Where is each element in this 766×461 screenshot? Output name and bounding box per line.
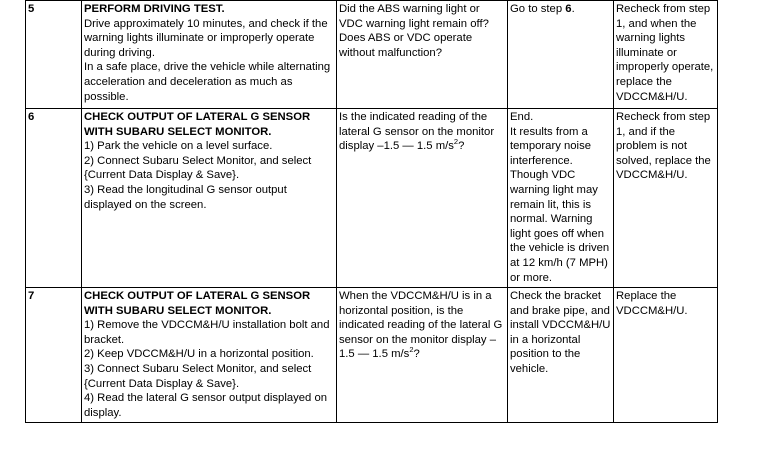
diagnostic-table bbox=[25, 0, 718, 423]
table-row bbox=[26, 109, 718, 288]
step-procedure-cell bbox=[82, 109, 337, 288]
check-cell bbox=[337, 288, 508, 423]
no-cell bbox=[614, 109, 718, 288]
check-text-end: ? bbox=[413, 348, 420, 361]
yes-text-end: . bbox=[571, 3, 575, 15]
check-text-end: ? bbox=[458, 140, 465, 153]
yes-note: It results from a temporary noise interference. Though VDC warning light may remain lit, this is normal. Warning light goes off when the vehicle is driven at 12 km/h (7 MPH) or more. bbox=[510, 125, 610, 284]
procedure-line: 1) Park the vehicle on a level surface. bbox=[84, 140, 273, 153]
check-cell bbox=[337, 109, 508, 288]
yes-text: End. bbox=[510, 111, 534, 123]
step-title: CHECK OUTPUT OF LATERAL G SENSOR WITH SUBARU SELECT MONITOR. bbox=[84, 111, 311, 138]
yes-cell bbox=[508, 109, 614, 288]
check-text: When the VDCCM&H/U is in a horizontal position, is the indicated reading of the lateral G sensor on the monitor display –1.5 — 1.5 m/s bbox=[339, 290, 503, 361]
procedure-line: 3) Read the longitudinal G sensor output displayed on the screen. bbox=[84, 183, 287, 211]
procedure-line: 2) Keep VDCCM&H/U in a horizontal position. bbox=[84, 348, 314, 361]
procedure-line: Drive approximately 10 minutes, and check if the warning lights illuminate or improperly operate during driving. bbox=[84, 17, 328, 59]
step-title: CHECK OUTPUT OF LATERAL G SENSOR WITH SUBARU SELECT MONITOR. bbox=[84, 290, 311, 317]
table-row bbox=[26, 1, 718, 109]
procedure-line: 2) Connect Subaru Select Monitor, and select {Current Data Display & Save}. bbox=[84, 154, 312, 182]
step-number: 6 bbox=[26, 109, 82, 288]
procedure-line: In a safe place, drive the vehicle while alternating acceleration and deceleration as much as possible. bbox=[84, 61, 331, 103]
procedure-line: 3) Connect Subaru Select Monitor, and select {Current Data Display & Save}. bbox=[84, 362, 312, 390]
yes-text: Go to step bbox=[510, 3, 566, 15]
step-number: 7 bbox=[26, 288, 82, 423]
no-text: Recheck from step 1, and if the problem is not solved, replace the VDCCM&H/U. bbox=[616, 111, 711, 182]
no-text: Replace the VDCCM&H/U. bbox=[616, 290, 688, 317]
step-procedure-cell bbox=[82, 288, 337, 423]
yes-text: Check the bracket and brake pipe, and install VDCCM&H/U in a horizontal position to the vehicle. bbox=[510, 290, 611, 375]
step-procedure-cell bbox=[82, 1, 337, 109]
no-cell bbox=[614, 1, 718, 109]
superscript: 2 bbox=[409, 345, 414, 355]
superscript: 2 bbox=[453, 137, 459, 147]
yes-cell bbox=[508, 288, 614, 423]
check-cell bbox=[337, 1, 508, 109]
table-row bbox=[26, 288, 718, 423]
no-cell bbox=[614, 288, 718, 423]
yes-cell bbox=[508, 1, 614, 109]
no-text: Recheck from step 1, and when the warning lights illuminate or improperly operate, replace the VDCCM&H/U. bbox=[616, 3, 714, 103]
step-title: PERFORM DRIVING TEST. bbox=[84, 3, 225, 15]
procedure-line: 4) Read the lateral G sensor output displayed on display. bbox=[84, 392, 328, 419]
check-text: Did the ABS warning light or VDC warning light remain off? Does ABS or VDC operate without malfunction? bbox=[339, 3, 489, 59]
yes-step-link[interactable]: 6 bbox=[565, 3, 572, 15]
step-number: 5 bbox=[26, 1, 82, 109]
check-text: Is the indicated reading of the lateral G sensor on the monitor display –1.5 — 1.5 m/s bbox=[339, 111, 495, 153]
procedure-line: 1) Remove the VDCCM&H/U installation bolt and bracket. bbox=[84, 319, 330, 346]
